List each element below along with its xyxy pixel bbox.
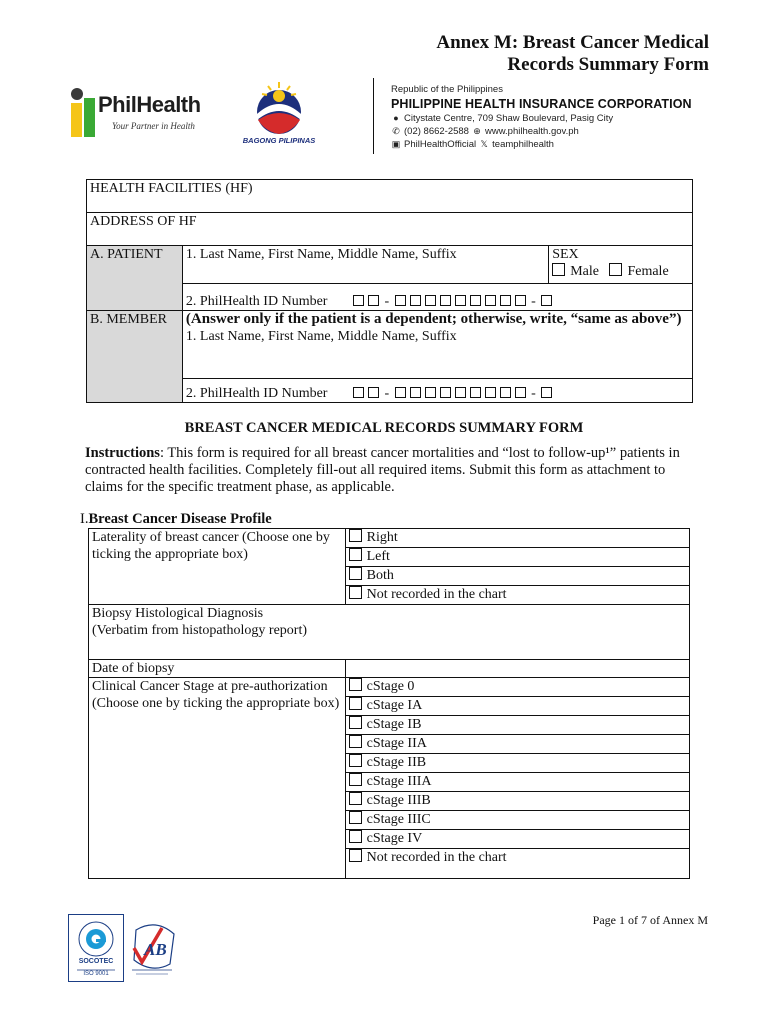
annex-title-line1: Annex M: Breast Cancer Medical (436, 32, 709, 53)
section-number: I. (80, 511, 89, 527)
facebook-handle[interactable]: PhilHealthOfficial (404, 139, 477, 150)
philhealth-logo (68, 86, 218, 146)
checkbox[interactable] (349, 773, 362, 786)
checkbox[interactable] (349, 735, 362, 748)
sex-label: SEX (552, 247, 579, 262)
member-name-cell[interactable] (182, 311, 692, 379)
member-id-cell (182, 379, 692, 403)
laterality-option[interactable] (345, 586, 689, 605)
checkbox[interactable] (349, 811, 362, 824)
member-id-boxes[interactable]: - - (351, 385, 554, 402)
location-pin-icon: ● (393, 113, 399, 123)
instructions-label: Instructions (85, 445, 160, 461)
laterality-label: Laterality of breast cancer (Choose one by ticking the appropriate box) (92, 530, 330, 562)
address-cell[interactable] (87, 213, 693, 246)
patient-label: A. PATIENT (90, 247, 163, 262)
option-label: Not recorded in the chart (366, 850, 507, 865)
laterality-option[interactable] (345, 548, 689, 567)
philhealth-wordmark: PhilHealth (98, 92, 201, 117)
stage-option[interactable] (345, 678, 689, 697)
sex-cell (549, 246, 693, 284)
checkbox[interactable] (349, 849, 362, 862)
option-label: cStage IV (366, 831, 423, 846)
section-title-text: Breast Cancer Disease Profile (88, 511, 272, 527)
option-label: cStage IIA (366, 736, 427, 751)
stage-option[interactable] (345, 849, 689, 879)
option-label: cStage 0 (366, 679, 415, 694)
member-name-label: 1. Last Name, First Name, Middle Name, Suffix (185, 329, 457, 344)
patient-id-cell (182, 284, 692, 311)
address-label: ADDRESS OF HF (90, 214, 197, 229)
biopsy-date-label: Date of biopsy (92, 661, 175, 676)
philhealth-tagline: Your Partner in Health (112, 121, 195, 131)
hf-label: HEALTH FACILITIES (HF) (90, 181, 253, 196)
laterality-option[interactable] (345, 567, 689, 586)
option-label: Both (366, 568, 394, 583)
facebook-icon: ▣ (391, 139, 401, 149)
instructions (85, 445, 693, 496)
annex-title-line2: Records Summary Form (507, 54, 709, 75)
phone-text: (02) 8662-2588 (404, 126, 469, 137)
socotec-text: SOCOTEC (78, 958, 114, 965)
iab-logo (126, 918, 178, 982)
socotec-logo (68, 914, 124, 982)
globe-icon: ⊕ (473, 126, 481, 136)
female-label: Female (627, 264, 669, 279)
patient-label-cell (87, 246, 183, 311)
option-label: Left (366, 549, 390, 564)
biopsy-date-input[interactable] (345, 660, 689, 678)
option-label: Not recorded in the chart (366, 587, 507, 602)
section-title (80, 511, 272, 528)
republic-text: Republic of the Philippines (391, 84, 503, 95)
social-line (391, 138, 692, 151)
male-label: Male (570, 264, 599, 279)
stage-option[interactable] (345, 716, 689, 735)
annex-title (436, 32, 709, 76)
patient-name-label: 1. Last Name, First Name, Middle Name, Suffix (185, 247, 457, 262)
member-id-label: 2. PhilHealth ID Number (185, 386, 328, 401)
laterality-option[interactable] (345, 529, 689, 548)
x-icon: 𝕏 (480, 139, 488, 149)
option-label: cStage IIIB (366, 793, 431, 808)
stage-option[interactable] (345, 830, 689, 849)
checkbox[interactable] (349, 830, 362, 843)
checkbox[interactable] (349, 754, 362, 767)
instructions-text: : This form is required for all breast cancer mortalities and “lost to follow-up¹” patients in contracted health facilities. Completely fill-out all required items. Submit this form as attachment to claims for the specific treatment phase, as applicable. (85, 445, 680, 495)
stage-label: Clinical Cancer Stage at pre-authorization (Choose one by ticking the appropriate box) (92, 679, 340, 711)
checkbox[interactable] (349, 678, 362, 691)
option-label: cStage IB (366, 717, 422, 732)
option-label: cStage IIB (366, 755, 427, 770)
biopsy-label: Biopsy Histological Diagnosis (Verbatim from histopathology report) (92, 606, 308, 638)
option-label: cStage IIIA (366, 774, 432, 789)
website-link[interactable]: www.philhealth.gov.ph (484, 126, 579, 137)
laterality-label-cell (89, 529, 346, 605)
info-table (86, 179, 693, 403)
stage-option[interactable] (345, 735, 689, 754)
stage-option[interactable] (345, 773, 689, 792)
checkbox[interactable] (349, 548, 362, 561)
patient-name-cell[interactable] (182, 246, 548, 284)
biopsy-diagnosis-cell[interactable] (89, 605, 690, 660)
profile-table (88, 528, 690, 879)
iso-text: ISO 9001 (83, 971, 109, 977)
checkbox[interactable] (349, 567, 362, 580)
hf-cell[interactable] (87, 180, 693, 213)
corporation-name: PHILIPPINE HEALTH INSURANCE CORPORATION (391, 97, 692, 111)
address-text: Citystate Centre, 709 Shaw Boulevard, Pasig City (404, 113, 614, 124)
checkbox[interactable] (349, 792, 362, 805)
page-number: Page 1 of 7 of Annex M (592, 913, 708, 927)
stage-option[interactable] (345, 811, 689, 830)
checkbox[interactable] (349, 697, 362, 710)
stage-option[interactable] (345, 754, 689, 773)
address-line (391, 112, 692, 125)
corporation-info (391, 84, 692, 151)
bagong-pilipinas-logo (242, 80, 316, 148)
member-label: B. MEMBER (90, 312, 168, 327)
checkbox[interactable] (349, 529, 362, 542)
option-label: Right (366, 530, 398, 545)
bagong-pilipinas-text: BAGONG PILIPINAS (242, 136, 316, 145)
contact-line (391, 125, 692, 138)
form-heading: BREAST CANCER MEDICAL RECORDS SUMMARY FORM (184, 420, 584, 436)
member-label-cell (87, 311, 183, 403)
iab-text: AB (144, 940, 167, 959)
option-label: cStage IIIC (366, 812, 431, 827)
stage-option[interactable] (345, 697, 689, 716)
member-note: (Answer only if the patient is a dependent; otherwise, write, “same as above”) (185, 311, 682, 327)
biopsy-date-label-cell (89, 660, 346, 678)
patient-id-label: 2. PhilHealth ID Number (185, 294, 328, 309)
stage-option[interactable] (345, 792, 689, 811)
checkbox[interactable] (349, 716, 362, 729)
option-label: cStage IA (366, 698, 423, 713)
stage-label-cell (89, 678, 346, 879)
checkbox[interactable] (349, 586, 362, 599)
patient-id-boxes[interactable]: - - (351, 293, 554, 310)
male-checkbox[interactable] (552, 263, 565, 276)
phone-icon: ✆ (392, 126, 400, 136)
header-divider (373, 78, 374, 154)
x-handle[interactable]: teamphilhealth (492, 139, 554, 150)
female-checkbox[interactable] (609, 263, 622, 276)
